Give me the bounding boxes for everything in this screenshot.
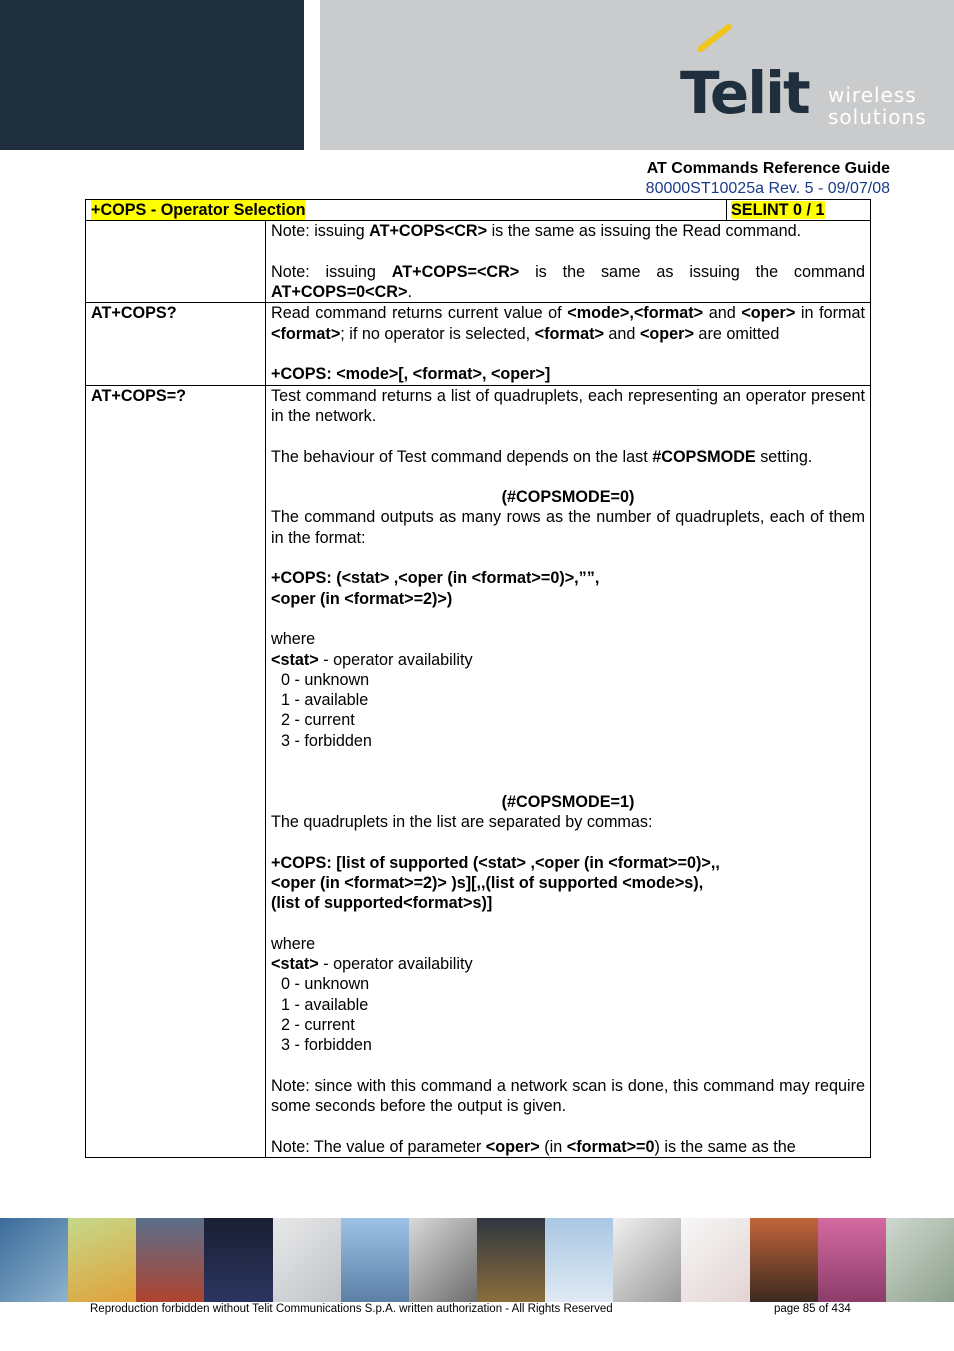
photo-highway <box>0 1218 68 1302</box>
copsmode1-description: The quadruplets in the list are separated by commas: <box>271 812 653 831</box>
photo-people <box>750 1218 818 1302</box>
command-cell: AT+COPS=? <box>86 385 266 1157</box>
document-title-block <box>646 159 890 199</box>
photo-laser <box>681 1218 749 1302</box>
photo-departure-board <box>204 1218 272 1302</box>
note-set: Note: issuing AT+COPS=<CR> is the same as issuing the command AT+COPS=0<CR>. <box>271 262 865 302</box>
photo-containers <box>136 1218 204 1302</box>
read-description: Read command returns current value of <mode>,<format> and <oper> in format <format>; if no operator is selected, <format> and <oper> are omitted <box>271 304 865 343</box>
header-dark-panel <box>0 0 304 150</box>
where-label: where <box>271 630 316 649</box>
photo-emergency-phone <box>68 1218 136 1302</box>
photo-cyclist <box>341 1218 409 1302</box>
page-footer <box>90 1303 860 1315</box>
photo-wind-turbines <box>545 1218 613 1302</box>
photo-vending-machine <box>477 1218 545 1302</box>
logo-tagline-2: solutions <box>828 105 927 129</box>
page-number: page 85 of 434 <box>774 1303 851 1315</box>
telit-logo <box>676 46 936 136</box>
table-row <box>86 385 871 1157</box>
command-caption: +COPS - Operator Selection <box>91 201 306 219</box>
copsmode1-response: +COPS: [list of supported (<stat> ,<oper (in <format>=0)>,, <oper (in <format>=2)> )s][,,(list of supported <mode>s), (list of supported<format>s)] <box>271 853 720 913</box>
command-table <box>85 199 871 1158</box>
stat-value: 2 - current <box>281 1015 355 1034</box>
stat-definition: <stat> - operator availability <box>271 650 473 669</box>
description-cell <box>266 221 871 303</box>
copyright-notice: Reproduction forbidden without Telit Communications S.p.A. written authorization - All Rights Reserved <box>90 1303 613 1315</box>
stat-value: 3 - forbidden <box>281 1036 372 1055</box>
copsmode1-heading: (#COPSMODE=1) <box>501 792 635 811</box>
selint-cell <box>726 200 865 220</box>
photo-keyboard <box>273 1218 341 1302</box>
photo-card-reader <box>409 1218 477 1302</box>
network-scan-note: Note: since with this command a network scan is done, this command may require some seconds before the output is given. <box>271 1076 865 1116</box>
copsmode0-response: +COPS: (<stat> ,<oper (in <format>=0)>,””, <oper (in <format>=2)>) <box>271 569 600 608</box>
photo-shelves <box>818 1218 886 1302</box>
footer-photo-strip <box>0 1218 954 1302</box>
stat-value: 1 - available <box>281 691 369 710</box>
table-caption-row <box>86 200 871 221</box>
copsmode0-heading: (#COPSMODE=0) <box>501 488 635 507</box>
guide-title: AT Commands Reference Guide <box>646 160 890 177</box>
stat-value: 0 - unknown <box>281 670 370 689</box>
description-cell <box>266 385 871 1157</box>
logo-tagline-1: wireless <box>828 83 917 107</box>
copsmode0-description: The command outputs as many rows as the number of quadruplets, each of them in the format: <box>271 508 865 547</box>
table-row <box>86 221 871 303</box>
logo-brand: Telit <box>680 59 809 127</box>
selint-label: SELINT 0 / 1 <box>731 201 825 219</box>
photo-camera <box>886 1218 954 1302</box>
command-cell: AT+COPS? <box>86 303 266 385</box>
stat-value: 0 - unknown <box>281 975 370 994</box>
command-cell <box>86 221 266 303</box>
description-cell <box>266 303 871 385</box>
table-row <box>86 303 871 385</box>
stat-value: 2 - current <box>281 711 355 730</box>
oper-value-note: Note: The value of parameter <oper> (in <format>=0) is the same as the <box>271 1137 796 1156</box>
logo-tagline <box>828 84 927 128</box>
note-read: Note: issuing AT+COPS<CR> is the same as issuing the Read command. <box>271 222 802 241</box>
read-response: +COPS: <mode>[, <format>, <oper>] <box>271 365 551 384</box>
doc-reference: 80000ST10025a Rev. 5 - 09/07/08 <box>645 180 890 197</box>
stat-definition: <stat> - operator availability <box>271 954 473 973</box>
test-intro: Test command returns a list of quadruplets, each representing an operator present in the network. <box>271 386 865 425</box>
behaviour-note: The behaviour of Test command depends on the last #COPSMODE setting. <box>271 447 813 466</box>
photo-meter <box>613 1218 681 1302</box>
stat-value: 1 - available <box>281 995 369 1014</box>
stat-value: 3 - forbidden <box>281 731 372 750</box>
where-label: where <box>271 934 316 953</box>
